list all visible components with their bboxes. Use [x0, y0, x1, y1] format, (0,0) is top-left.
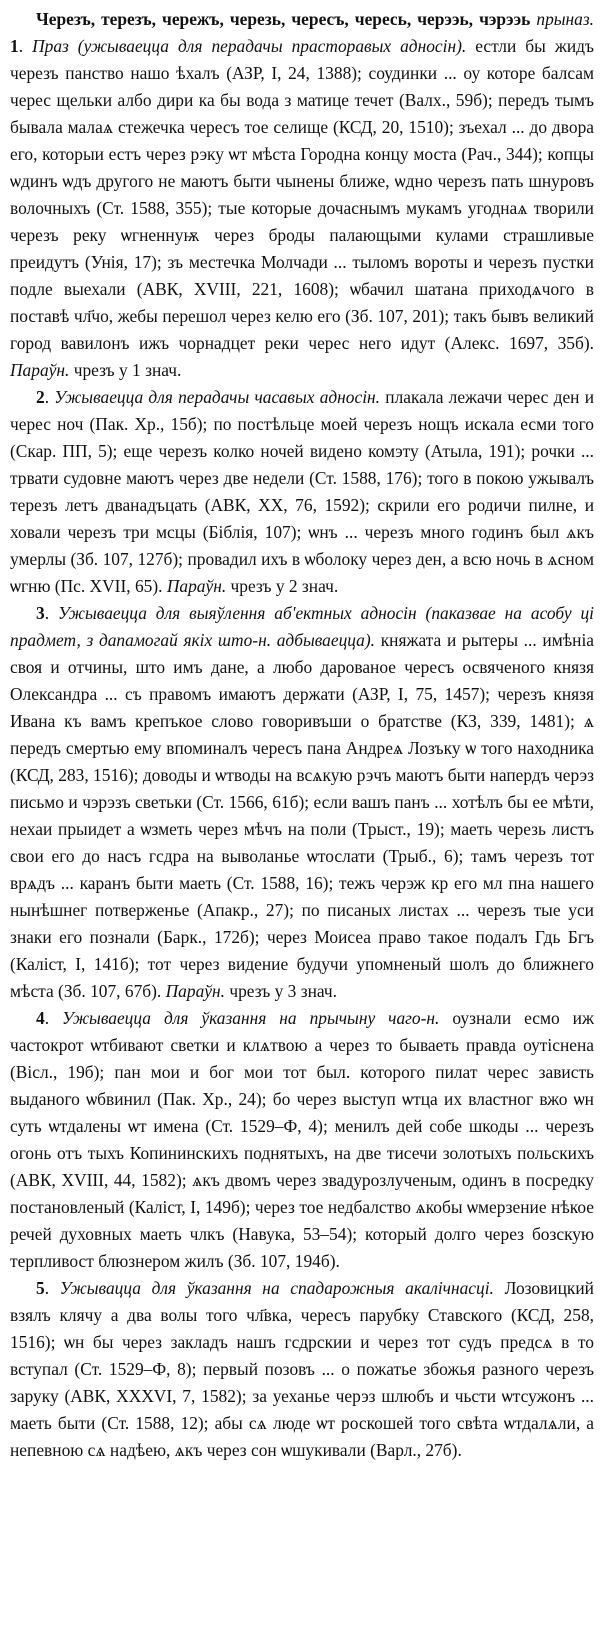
compare-reference: чрезъ у 1 знач. — [73, 360, 182, 380]
compare-reference: чрезъ у 2 знач. — [230, 576, 339, 596]
compare-label: Параўн. — [165, 981, 225, 1001]
sense-citations: Лозовицкий взялъ клячу а два волы того чл҃вка, чересъ парубку Ставского (КСД, 258, 1516); ѡн бы через закладъ нашъ гсдрскии и через тот судъ предсѧ в то вступал (Ст. 1529–Ф, 8); первый позовъ ... о пожатье збожья разного черезъ заруку (АВК, XXXVI, 7, 1582); за уеханье черэз шлюбъ и чьсти ѡтсужонъ ... маеть быти (Ст. 1588, 12); абы сѧ люде ѡт роскошей того свѣта ѡтдалѧли, а непевною сѧ надѣею, ѧкъ через сон ѡшукивали (Варл., 27б). — [10, 1278, 594, 1460]
sense-2: 2. Ужываецца для перадачы часавых адносін. плакала лежачи черес ден и черес ноч (Пак. Хр., 15б); по постѣльце моей черезъ нощъ искала есми того (Скар. ПП, 5); еще черезъ колко ночей видено комэту (Атыла, 191); рочки ... трвати судовне маютъ через две недели (Ст. 1588, 176); того в покою ужывалъ терезъ летъ дванадъцать (АВК, XX, 76, 1592); скрили его родичи пилне, и ховали черезъ три мсцы (Біблія, 107); ѡнъ ... черезъ много годинъ был ѧкъ умерлы (Зб. 107, 127б); провадил ихъ в ѡболоку через ден, а всю ночь в ѧсном ѡгню (Пс. XVII, 65). Параўн. чрезъ у 2 знач. — [10, 387, 594, 596]
sense-citations: плакала лежачи черес ден и черес ноч (Пак. Хр., 15б); по постѣльце моей черезъ нощъ искала есми того (Скар. ПП, 5); еще черезъ колко ночей видено комэту (Атыла, 191); рочки ... трвати судовне маютъ через две недели (Ст. 1588, 176); того в покою ужывалъ терезъ летъ дванадъцать (АВК, XX, 76, 1592); скрили его родичи пилне, и ховали черезъ три мсцы (Біблія, 107); ѡнъ ... черезъ много годинъ был ѧкъ умерлы (Зб. 107, 127б); провадил ихъ в ѡболоку через ден, а всю ночь в ѧсном ѡгню (Пс. XVII, 65). — [10, 387, 594, 596]
compare-label: Параўн. — [166, 576, 227, 596]
headword: Черезъ, терезъ, чережъ, черезь, чересъ, чересь, черээь, чэрээь — [36, 9, 531, 29]
part-of-speech: прыназ. — [536, 9, 594, 29]
compare-label: Параўн. — [10, 360, 70, 380]
sense-number: 4 — [36, 1008, 45, 1028]
sense-number: 5 — [36, 1278, 45, 1298]
sense-number: 1 — [10, 36, 19, 56]
sense-definition: Ужываецца для перадачы часавых адносін. — [54, 387, 381, 407]
sense-definition: Праз (ужываецца для перадачы прасторавых адносін). — [32, 36, 467, 56]
sense-citations: естли бы жидъ черезъ панство нашо ѣхалъ (АЗР, I, 24, 1388); соудинки ... оу которе балсам черес щельки албо дири ка бы вода з матице течет (Валх., 59б); передъ тымъ бывала малаѧ стежечка чересъ тое селище (КСД, 20, 1510); зъехал ... до двора его, которыи естъ через рэку ѡт мѣста Городна концу моста (Рач., 344); копцы ѡдинъ ѡдъ другого не маютъ быти чынены ближе, ѡдно черезъ пать шнуровъ волочныхъ (Ст. 1588, 355); тые которые дочаснымъ мукамъ угоднаѧ творили черезъ реку ѡгненнуѭ через броды палающыми кулами страшливые преидутъ (Унія, 17); зъ местечка Молчади ... тыломъ вороты и черезъ пустки подле выехали (АВК, XVIII, 221, 1608); ѡбачил шатана приходѧчого в поставѣ чл҃чо, жебы перешол через келю его (Зб. 107, 201); такъ бывъ великий город вавилонъ ижъ чорнадцет реки черес него идут (Алекс. 1697, 35б). — [10, 36, 594, 353]
sense-citations: оузнали есмо иж частокрот ѡтбивают светки и клѧтвою а через то бываеть правда оутіснена (Вісл., 19б); пан мои и бог мои тот был. которого пилат черес зависть выданого ѡбвинил (Пак. Хр., 24); бо через выступ ѡтца их властног вжо ѡн суть ѡтдалены ѡт имена (Ст. 1529–Ф, 4); менилъ дей собе шкоды ... черезъ огонь отъ тыхъ Копининскихъ поднятыхъ, на две тисечи золотыхъ польскихъ (АВК, XVIII, 44, 1582); ѧкъ двомъ через звадурозлученым, одинъ в посредку постановленый (Каліст, I, 149б); через тое недбалство ѧкобы ѡмерзение нѣкое речей духовных маеть члкъ (Навука, 53–54); который долго через бозскую терпливост блюзнером жилъ (Зб. 107, 194б). — [10, 1008, 594, 1271]
sense-3: 3. Ужываецца для выяўлення аб'ектных адносін (паказвае на асобу ці прадмет, з дапамогай якіх што-н. адбываецца). княжата и рытеры ... имѣнiа своя и отчины, што имъ дане, а любо дарованое чересъ освяченого князя Олександра ... съ правомъ имаютъ держати (АЗР, I, 75, 1457); черезъ князя Ивана къ вамъ крепъкое слово говоривъши о братстве (КЗ, 339, 1481); ѧ передъ смертью ему впоминалъ чересъ пана Андреѧ Лозъку ѡ того находника (КСД, 283, 1516); доводы и ѡтводы на всѧкую рэчъ маютъ быти напердъ черэз письмо и чэрэзъ светьки (Ст. 1566, 61б); если вашъ панъ ... хотѣлъ бы ее мѣти, нехаи прыидет а ѡзметь через мѣчъ на поли (Трыст., 19); маеть черезь листъ свои его до насъ гсдра на выволанье ѡтослати (Трыб., 6); тамъ черезъ тот врѧдъ ... каранъ быти маеть (Ст. 1588, 16); тежъ черэж кр его мл пна нашего нынѣшнег потверженье (Апакр., 27); по писаных листах ... черезъ тые уси знаки его познали (Барк., 172б); через Моисеа право такое подалъ Гдь Бгъ (Каліст, I, 141б); тот через видение будучи упомненый шолъ до ближнего мѣста (Зб. 107, 67б). Параўн. чрезъ у 3 знач. — [10, 603, 594, 1001]
compare-reference: чрезъ у 3 знач. — [229, 981, 337, 1001]
sense-definition: Ужываецца для ўказання на прычыну чаго-н. — [62, 1008, 440, 1028]
sense-citations: княжата и рытеры ... имѣнiа своя и отчины, што имъ дане, а любо дарованое чересъ освяченого князя Олександра ... съ правомъ имаютъ держати (АЗР, I, 75, 1457); черезъ князя Ивана къ вамъ крепъкое слово говоривъши о братстве (КЗ, 339, 1481); ѧ передъ смертью ему впоминалъ чересъ пана Андреѧ Лозъку ѡ того находника (КСД, 283, 1516); доводы и ѡтводы на всѧкую рэчъ маютъ быти напердъ черэз письмо и чэрэзъ светьки (Ст. 1566, 61б); если вашъ панъ ... хотѣлъ бы ее мѣти, нехаи прыидет а ѡзметь через мѣчъ на поли (Трыст., 19); маеть черезь листъ свои его до насъ гсдра на выволанье ѡтослати (Трыб., 6); тамъ черезъ тот врѧдъ ... каранъ быти маеть (Ст. 1588, 16); тежъ черэж кр его мл пна нашего нынѣшнег потверженье (Апакр., 27); по писаных листах ... черезъ тые уси знаки его познали (Барк., 172б); через Моисеа право такое подалъ Гдь Бгъ (Каліст, I, 141б); тот через видение будучи упомненый шолъ до ближнего мѣста (Зб. 107, 67б). — [10, 630, 594, 1001]
sense-5: 5. Ужывацца для ўказання на спадарожныя акалічнасці. Лозовицкий взялъ клячу а два волы того чл҃вка, чересъ парубку Ставского (КСД, 258, 1516); ѡн бы через закладъ нашъ гсдрскии и через тот судъ предсѧ в то вступал (Ст. 1529–Ф, 8); первый позовъ ... о пожатье збожья разного черезъ заруку (АВК, XXXVI, 7, 1582); за уеханье черэз шлюбъ и чьсти ѡтсужонъ ... маеть быти (Ст. 1588, 12); абы сѧ люде ѡт роскошей того свѣта ѡтдалѧли, а непевною сѧ надѣею, ѧкъ через сон ѡшукивали (Варл., 27б). — [10, 1278, 594, 1460]
sense-1: Черезъ, терезъ, чережъ, черезь, чересъ, чересь, черээь, чэрээь прыназ. 1. Праз (ужываецца для перадачы прасторавых адносін). естли бы жидъ черезъ панство нашо ѣхалъ (АЗР, I, 24, 1388); соудинки ... оу которе балсам черес щельки албо дири ка бы вода з матице течет (Валх., 59б); передъ тымъ бывала малаѧ стежечка чересъ тое селище (КСД, 20, 1510); зъехал ... до двора его, которыи естъ через рэку ѡт мѣста Городна концу моста (Рач., 344); копцы ѡдинъ ѡдъ другого не маютъ быти чынены ближе, ѡдно черезъ пать шнуровъ волочныхъ (Ст. 1588, 355); тые которые дочаснымъ мукамъ угоднаѧ творили черезъ реку ѡгненнуѭ через броды палающыми кулами страшливые преидутъ (Унія, 17); зъ местечка Молчади ... тыломъ вороты и черезъ пустки подле выехали (АВК, XVIII, 221, 1608); ѡбачил шатана приходѧчого в поставѣ чл҃чо, жебы перешол через келю его (Зб. 107, 201); такъ бывъ великий город вавилонъ ижъ чорнадцет реки черес него идут (Алекс. 1697, 35б). Параўн. чрезъ у 1 знач. — [10, 9, 594, 380]
sense-4: 4. Ужываецца для ўказання на прычыну чаго-н. оузнали есмо иж частокрот ѡтбивают светки и клѧтвою а через то бываеть правда оутіснена (Вісл., 19б); пан мои и бог мои тот был. которого пилат черес зависть выданого ѡбвинил (Пак. Хр., 24); бо через выступ ѡтца их властног вжо ѡн суть ѡтдалены ѡт имена (Ст. 1529–Ф, 4); менилъ дей собе шкоды ... черезъ огонь отъ тыхъ Копининскихъ поднятыхъ, на две тисечи золотыхъ польскихъ (АВК, XVIII, 44, 1582); ѧкъ двомъ через звадурозлученым, одинъ в посредку постановленый (Каліст, I, 149б); через тое недбалство ѧкобы ѡмерзение нѣкое речей духовных маеть члкъ (Навука, 53–54); который долго через бозскую терпливост блюзнером жилъ (Зб. 107, 194б). — [10, 1008, 594, 1271]
sense-definition: Ужываецца для выяўлення аб'ектных адносін (паказвае на асобу ці прадмет, з дапамогай якіх што-н. адбываецца). — [10, 603, 594, 650]
sense-definition: Ужывацца для ўказання на спадарожныя акалічнасці. — [59, 1278, 494, 1298]
sense-number: 2 — [36, 387, 45, 407]
sense-number: 3 — [36, 603, 45, 623]
